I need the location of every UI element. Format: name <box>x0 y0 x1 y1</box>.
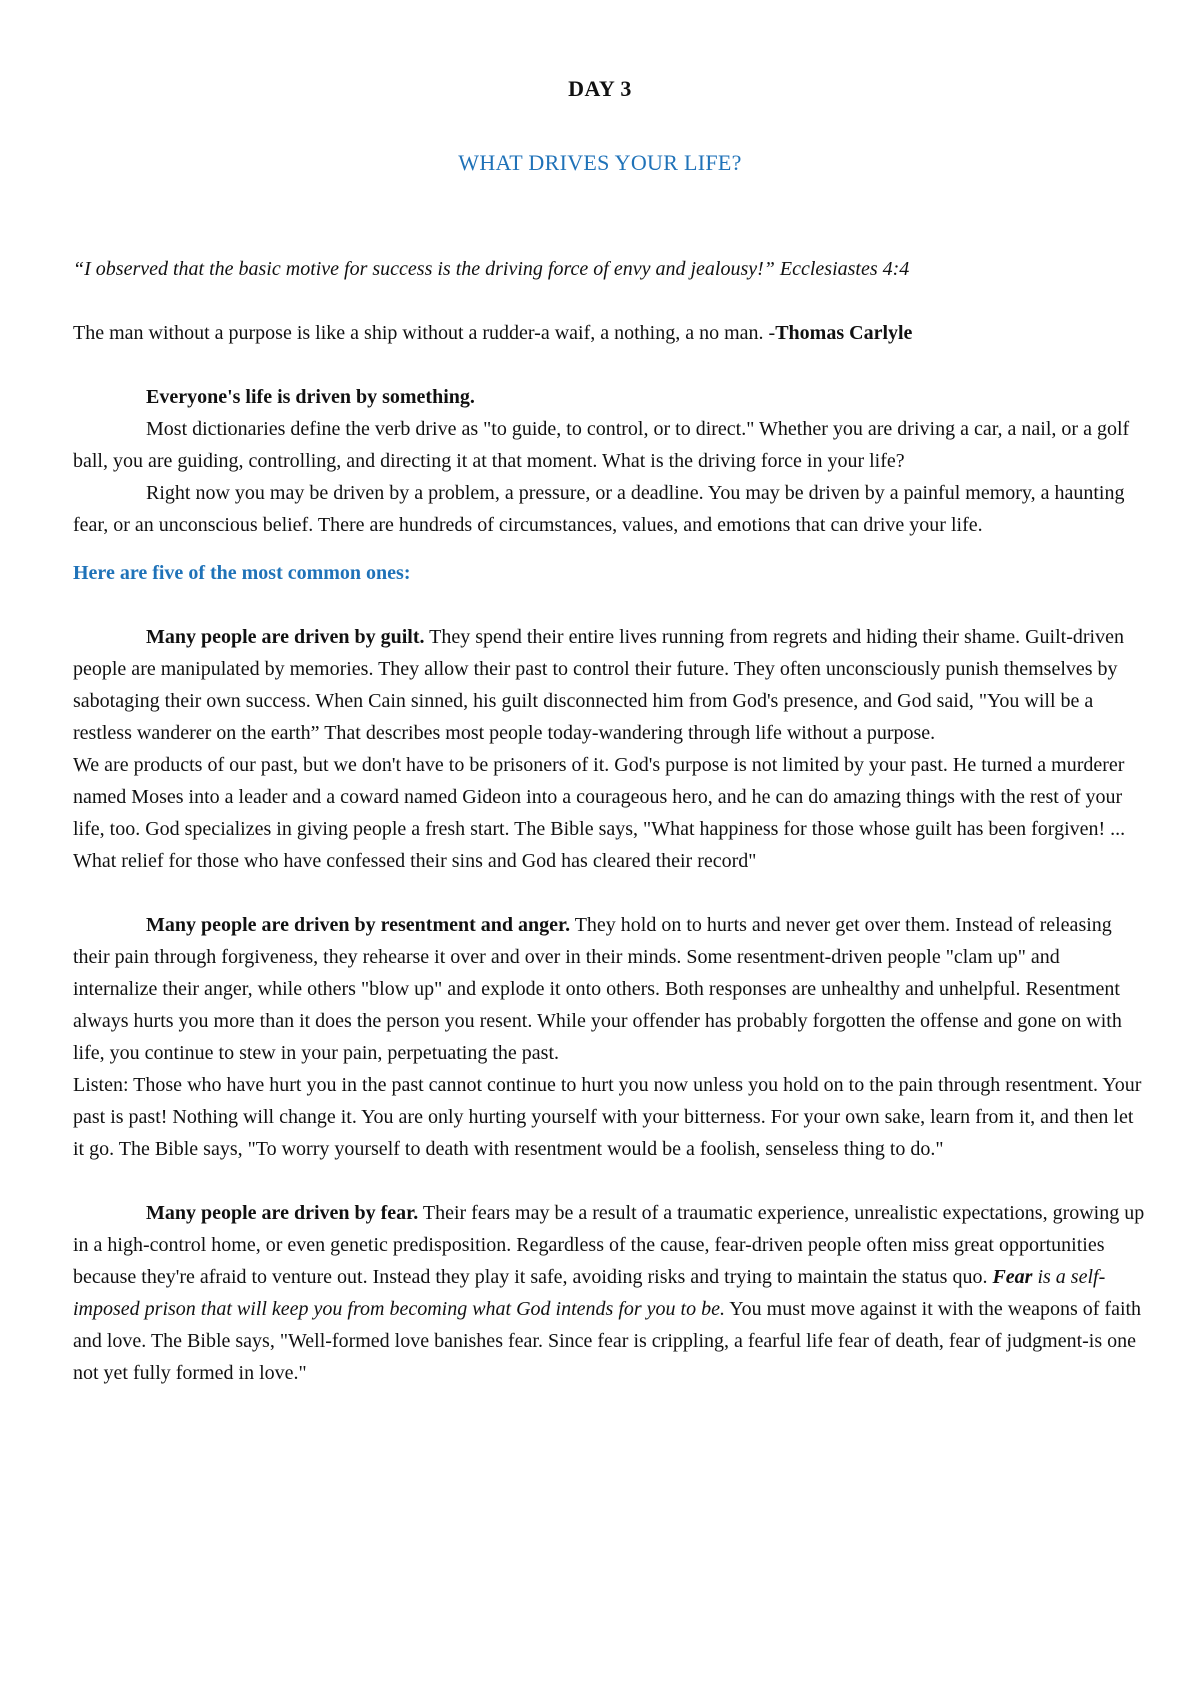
quote-source: Ecclesiastes 4:4 <box>779 258 910 280</box>
day-title: DAY 3 <box>568 76 632 101</box>
carlyle-author: Thomas Carlyle <box>775 322 913 344</box>
guilt-paragraph <box>73 621 1145 749</box>
fear-emphasis-italic: is a self-imposed prison that will keep you from becoming what God intends for you to be. <box>73 1266 1106 1320</box>
resentment-text: They hold on to hurts and never get over them. Instead of releasing their pain through forgiveness, they rehearse it over and over in their minds. Some resentment-driven people "clam up" and internalize their anger, while others "blow up" and explode it onto others. Both responses are unhealthy and unhelpful. Resentment always hurts you more than it does the person you resent. While your offender has probably forgotten the offense and gone on with life, you continue to stew in your pain, perpetuating the past. <box>73 914 1122 1064</box>
resentment-lead: Many people are driven by resentment and anger. <box>146 914 571 936</box>
quote-text: “I observed that the basic motive for success is the driving force of envy and jealousy!” <box>73 258 775 280</box>
five-drivers-heading: Here are five of the most common ones: <box>73 562 411 584</box>
fear-paragraph <box>73 1197 1145 1389</box>
intro-heading-text: Everyone's life is driven by something. <box>146 386 475 408</box>
fear-lead: Many people are driven by fear. <box>146 1202 419 1224</box>
document-body <box>73 253 1145 1389</box>
guilt-lead: Many people are driven by guilt. <box>146 626 425 648</box>
page-title: WHAT DRIVES YOUR LIFE? <box>458 150 742 175</box>
resentment-paragraph <box>73 909 1145 1069</box>
epigraph-quote <box>73 253 1145 285</box>
carlyle-quote <box>73 317 1145 349</box>
fear-text-2: You must move against it with the weapons of faith and love. The Bible says, "Well-formed love banishes fear. Since fear is crippling, a fearful life fear of death, fear of judgment-is one not yet fully formed in love." <box>73 1298 1142 1384</box>
fear-text-1: Their fears may be a result of a traumatic experience, unrealistic expectations, growing up in a high-control home, or even genetic predisposition. Regardless of the cause, fear-driven people often miss great opportunities because they're afraid to venture out. Instead they play it safe, avoiding risks and trying to maintain the status quo. <box>73 1202 1145 1288</box>
intro-paragraph-1: Most dictionaries define the verb drive as "to guide, to control, or to direct." Whether you are driving a car, a nail, or a golf ball, you are guiding, controlling, and directing it at that moment. What is the driving force in your life? <box>73 418 1130 472</box>
fear-emphasis-bold: Fear <box>992 1266 1033 1288</box>
resentment-paragraph-2: Listen: Those who have hurt you in the past cannot continue to hurt you now unless you hold on to the pain through resentment. Your past is past! Nothing will change it. You are only hurting yourself with your bitterness. For your own sake, learn from it, and then let it go. The Bible says, "To worry yourself to death with resentment would be a foolish, senseless thing to do." <box>73 1074 1142 1160</box>
guilt-paragraph-2: We are products of our past, but we don't have to be prisoners of it. God's purpose is not limited by your past. He turned a murderer named Moses into a leader and a coward named Gideon into a courageous hero, and he can do amazing things with the rest of your life, too. God specializes in giving people a fresh start. The Bible says, "What happiness for those whose guilt has been forgiven! ... What relief for those who have confessed their sins and God has cleared their record" <box>73 754 1126 872</box>
carlyle-text: The man without a purpose is like a ship without a rudder-a waif, a nothing, a no man. - <box>73 322 776 344</box>
guilt-text: They spend their entire lives running from regrets and hiding their shame. Guilt-driven people are manipulated by memories. They allow their past to control their future. They often unconsciously punish themselves by sabotaging their own success. When Cain sinned, his guilt disconnected him from God's presence, and God said, "You will be a restless wanderer on the earth” That describes most people today-wandering through life without a purpose. <box>73 626 1124 744</box>
intro-paragraph-2: Right now you may be driven by a problem, a pressure, or a deadline. You may be driven by a painful memory, a haunting fear, or an unconscious belief. There are hundreds of circumstances, values, and emotions that can drive your life. <box>73 482 1125 536</box>
intro-heading <box>73 381 1145 413</box>
